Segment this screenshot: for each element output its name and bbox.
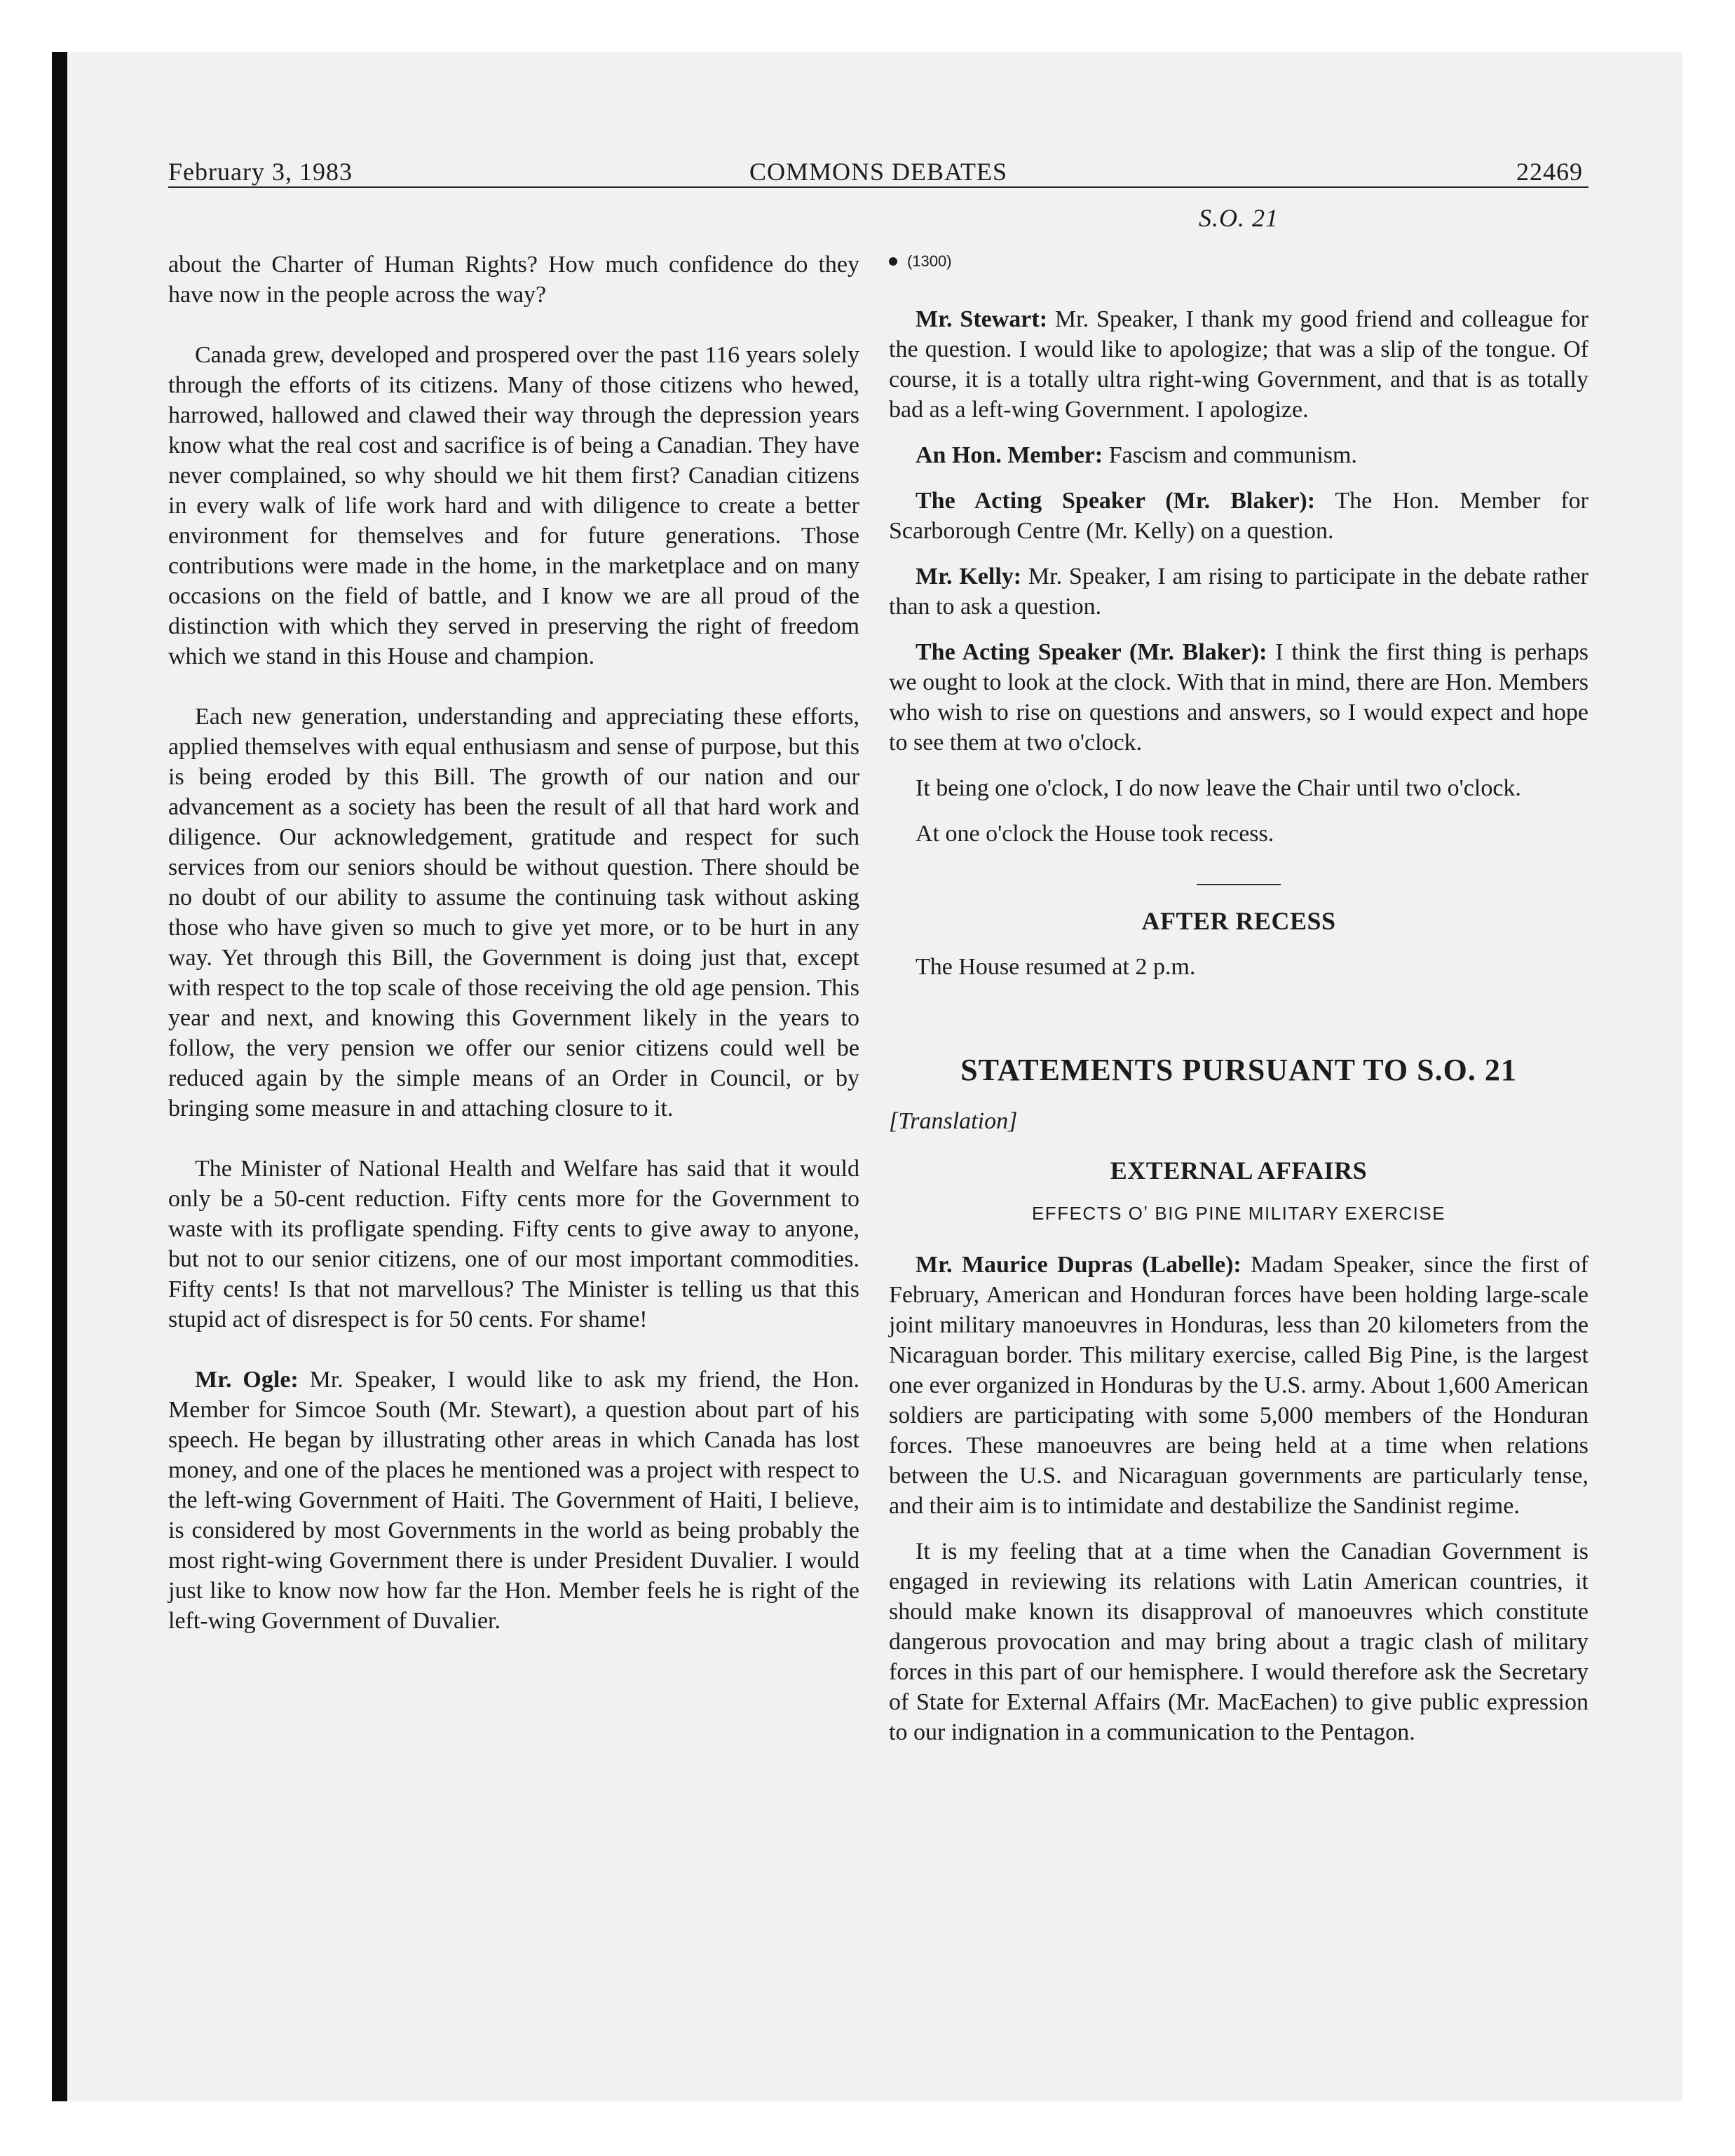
left-paragraph-1: about the Charter of Human Rights? How much confidence do they have now in the people across the way? bbox=[168, 252, 859, 308]
speech-text: Mr. Speaker, I thank my good friend and colleague for the question. I would like to apologize; that was a slip of the tongue. Of course, it is a totally ultra right-wing Government, and that is as totally bad as a left-wing Government. I apologize. bbox=[889, 306, 1588, 423]
time-marker bbox=[889, 246, 1588, 276]
subject-heading: EXTERNAL AFFAIRS bbox=[1110, 1157, 1368, 1185]
speaker-name: The Acting Speaker (Mr. Blaker): bbox=[916, 639, 1267, 665]
left-paragraph-2: Canada grew, developed and prospered over the past 116 years solely through the efforts of its citizens. Many of those citizens who hewed, harrowed, hallowed and clawed their way through the depression years know what the real cost and sacrifice is of being a Canadian. They have never complained, so why should we hit them first? Canadian citizens in every walk of life work hard and with diligence to create a better environment for themselves and for future generations. Those contributions were made in the home, in the marketplace and on many occasions on the field of battle, and I know we are all proud of the distinction with which they served in preserving the right of freedom which we stand in this House and champion. bbox=[168, 342, 859, 669]
speaker-name: The Acting Speaker (Mr. Blaker): bbox=[916, 488, 1316, 514]
right-paragraph-6: It being one o'clock, I do now leave the Chair until two o'clock. bbox=[916, 775, 1521, 801]
speech-text: Mr. Speaker, I am rising to participate in the debate rather than to ask a question. bbox=[889, 564, 1588, 620]
after-recess-heading: AFTER RECESS bbox=[1141, 907, 1336, 935]
speaker-name: An Hon. Member: bbox=[916, 442, 1103, 468]
subtopic-heading: EFFECTS Oʼ BIG PINE MILITARY EXERCISE bbox=[1031, 1203, 1446, 1224]
right-paragraph-9 bbox=[889, 1250, 1588, 1521]
right-column bbox=[889, 203, 1588, 1747]
speaker-name: Mr. Ogle: bbox=[195, 1367, 299, 1393]
right-paragraph-10: It is my feeling that at a time when the Canadian Government is engaged in reviewing its relations with Latin American countries, it should make known its disapproval of manoeuvres which constitute dangerous provocation and may bring about a tragic clash of military forces in this part of our hemisphere. I would therefore ask the Secretary of State for External Affairs (Mr. MacEachen) to give public expression to our indignation in a communication to the Pentagon. bbox=[889, 1538, 1588, 1745]
speaker-name: Mr. Kelly: bbox=[916, 564, 1022, 589]
translation-label: [Translation] bbox=[889, 1108, 1018, 1134]
left-paragraph-4: The Minister of National Health and Welfare has said that it would only be a 50-cent reduction. Fifty cents more for the Government to waste with its profligate spending. Fifty cents to give away to anyone, but not to our senior citizens, one of our most important commodities. Fifty cents! Is that not marvellous? The Minister is telling us that this stupid act of disrespect is for 50 cents. For shame! bbox=[168, 1156, 859, 1332]
section-heading: STATEMENTS PURSUANT TO S.O. 21 bbox=[960, 1053, 1517, 1087]
right-paragraph-2 bbox=[889, 440, 1588, 470]
header-rule bbox=[168, 186, 1588, 188]
speech-text: The Hon. Member for Scarborough Centre (Mr. Kelly) on a question. bbox=[889, 488, 1588, 544]
binding-edge bbox=[52, 52, 67, 2101]
speaker-name: Mr. Maurice Dupras (Labelle): bbox=[916, 1252, 1241, 1278]
speech-text: Madam Speaker, since the first of February, American and Honduran forces have been holding large-scale joint military manoeuvres in Honduras, less than 20 kilometers from the Nicaraguan border. This military exercise, called Big Pine, is the largest one ever organized in Honduras by the U.S. army. About 1,600 American soldiers are participating with some 5,000 members of the Honduran forces. These manoeuvres are being held at a time when relations between the U.S. and Nicaraguan governments are particularly tense, and their aim is to intimidate and destabilize the Sandinist regime. bbox=[889, 1252, 1588, 1519]
right-paragraph-4 bbox=[889, 561, 1588, 622]
right-paragraph-5 bbox=[889, 637, 1588, 758]
left-paragraph-5 bbox=[168, 1365, 859, 1636]
header-title: COMMONS DEBATES bbox=[749, 158, 1008, 186]
time-marker-text: (1300) bbox=[907, 252, 952, 270]
header-date: February 3, 1983 bbox=[168, 158, 353, 186]
section-divider bbox=[1197, 884, 1281, 885]
header-page-number: 22469 bbox=[1516, 158, 1583, 186]
speaker-name: Mr. Stewart: bbox=[916, 306, 1048, 332]
speech-text: Mr. Speaker, I would like to ask my friend, the Hon. Member for Simcoe South (Mr. Stewart), a question about part of his speech. He began by illustrating other areas in which Canada has lost money, and one of the places he mentioned was a project with respect to the left-wing Government of Haiti. The Government of Haiti, I believe, is considered by most Governments in the world as being probably the most right-wing Government there is under President Duvalier. I would just like to know now how far the Hon. Member feels he is right of the left-wing Government of Duvalier. bbox=[168, 1367, 859, 1634]
speech-text: I think the first thing is perhaps we ought to look at the clock. With that in mind, there are Hon. Members who wish to rise on questions and answers, so I would expect and hope to see them at two o'clock. bbox=[889, 639, 1588, 756]
right-paragraph-7: At one o'clock the House took recess. bbox=[916, 821, 1274, 847]
left-column bbox=[168, 203, 859, 1636]
left-paragraph-3: Each new generation, understanding and appreciating these efforts, applied themselves with equal enthusiasm and sense of purpose, but this is being eroded by this Bill. The growth of our nation and our advancement as a society has been the result of all that hard work and diligence. Our acknowledgement, gratitude and respect for such services from our seniors should be without question. There should be no doubt of our ability to assume the continuing task without asking those who have given so much to give yet more, or to be hurt in any way. Yet through this Bill, the Government is doing just that, except with respect to the top scale of those receiving the old age pension. This year and next, and knowing this Government likely in the years to follow, the very pension we offer our senior citizens could well be reduced again by the simple means of an Order in Council, or by bringing some measure in and attaching closure to it. bbox=[168, 704, 859, 1121]
so21-label: S.O. 21 bbox=[1199, 204, 1279, 232]
right-paragraph-8: The House resumed at 2 p.m. bbox=[916, 954, 1196, 980]
right-paragraph-3 bbox=[889, 486, 1588, 546]
bullet-icon bbox=[889, 257, 897, 266]
right-paragraph-1 bbox=[889, 304, 1588, 425]
speech-text: Fascism and communism. bbox=[1103, 442, 1357, 468]
